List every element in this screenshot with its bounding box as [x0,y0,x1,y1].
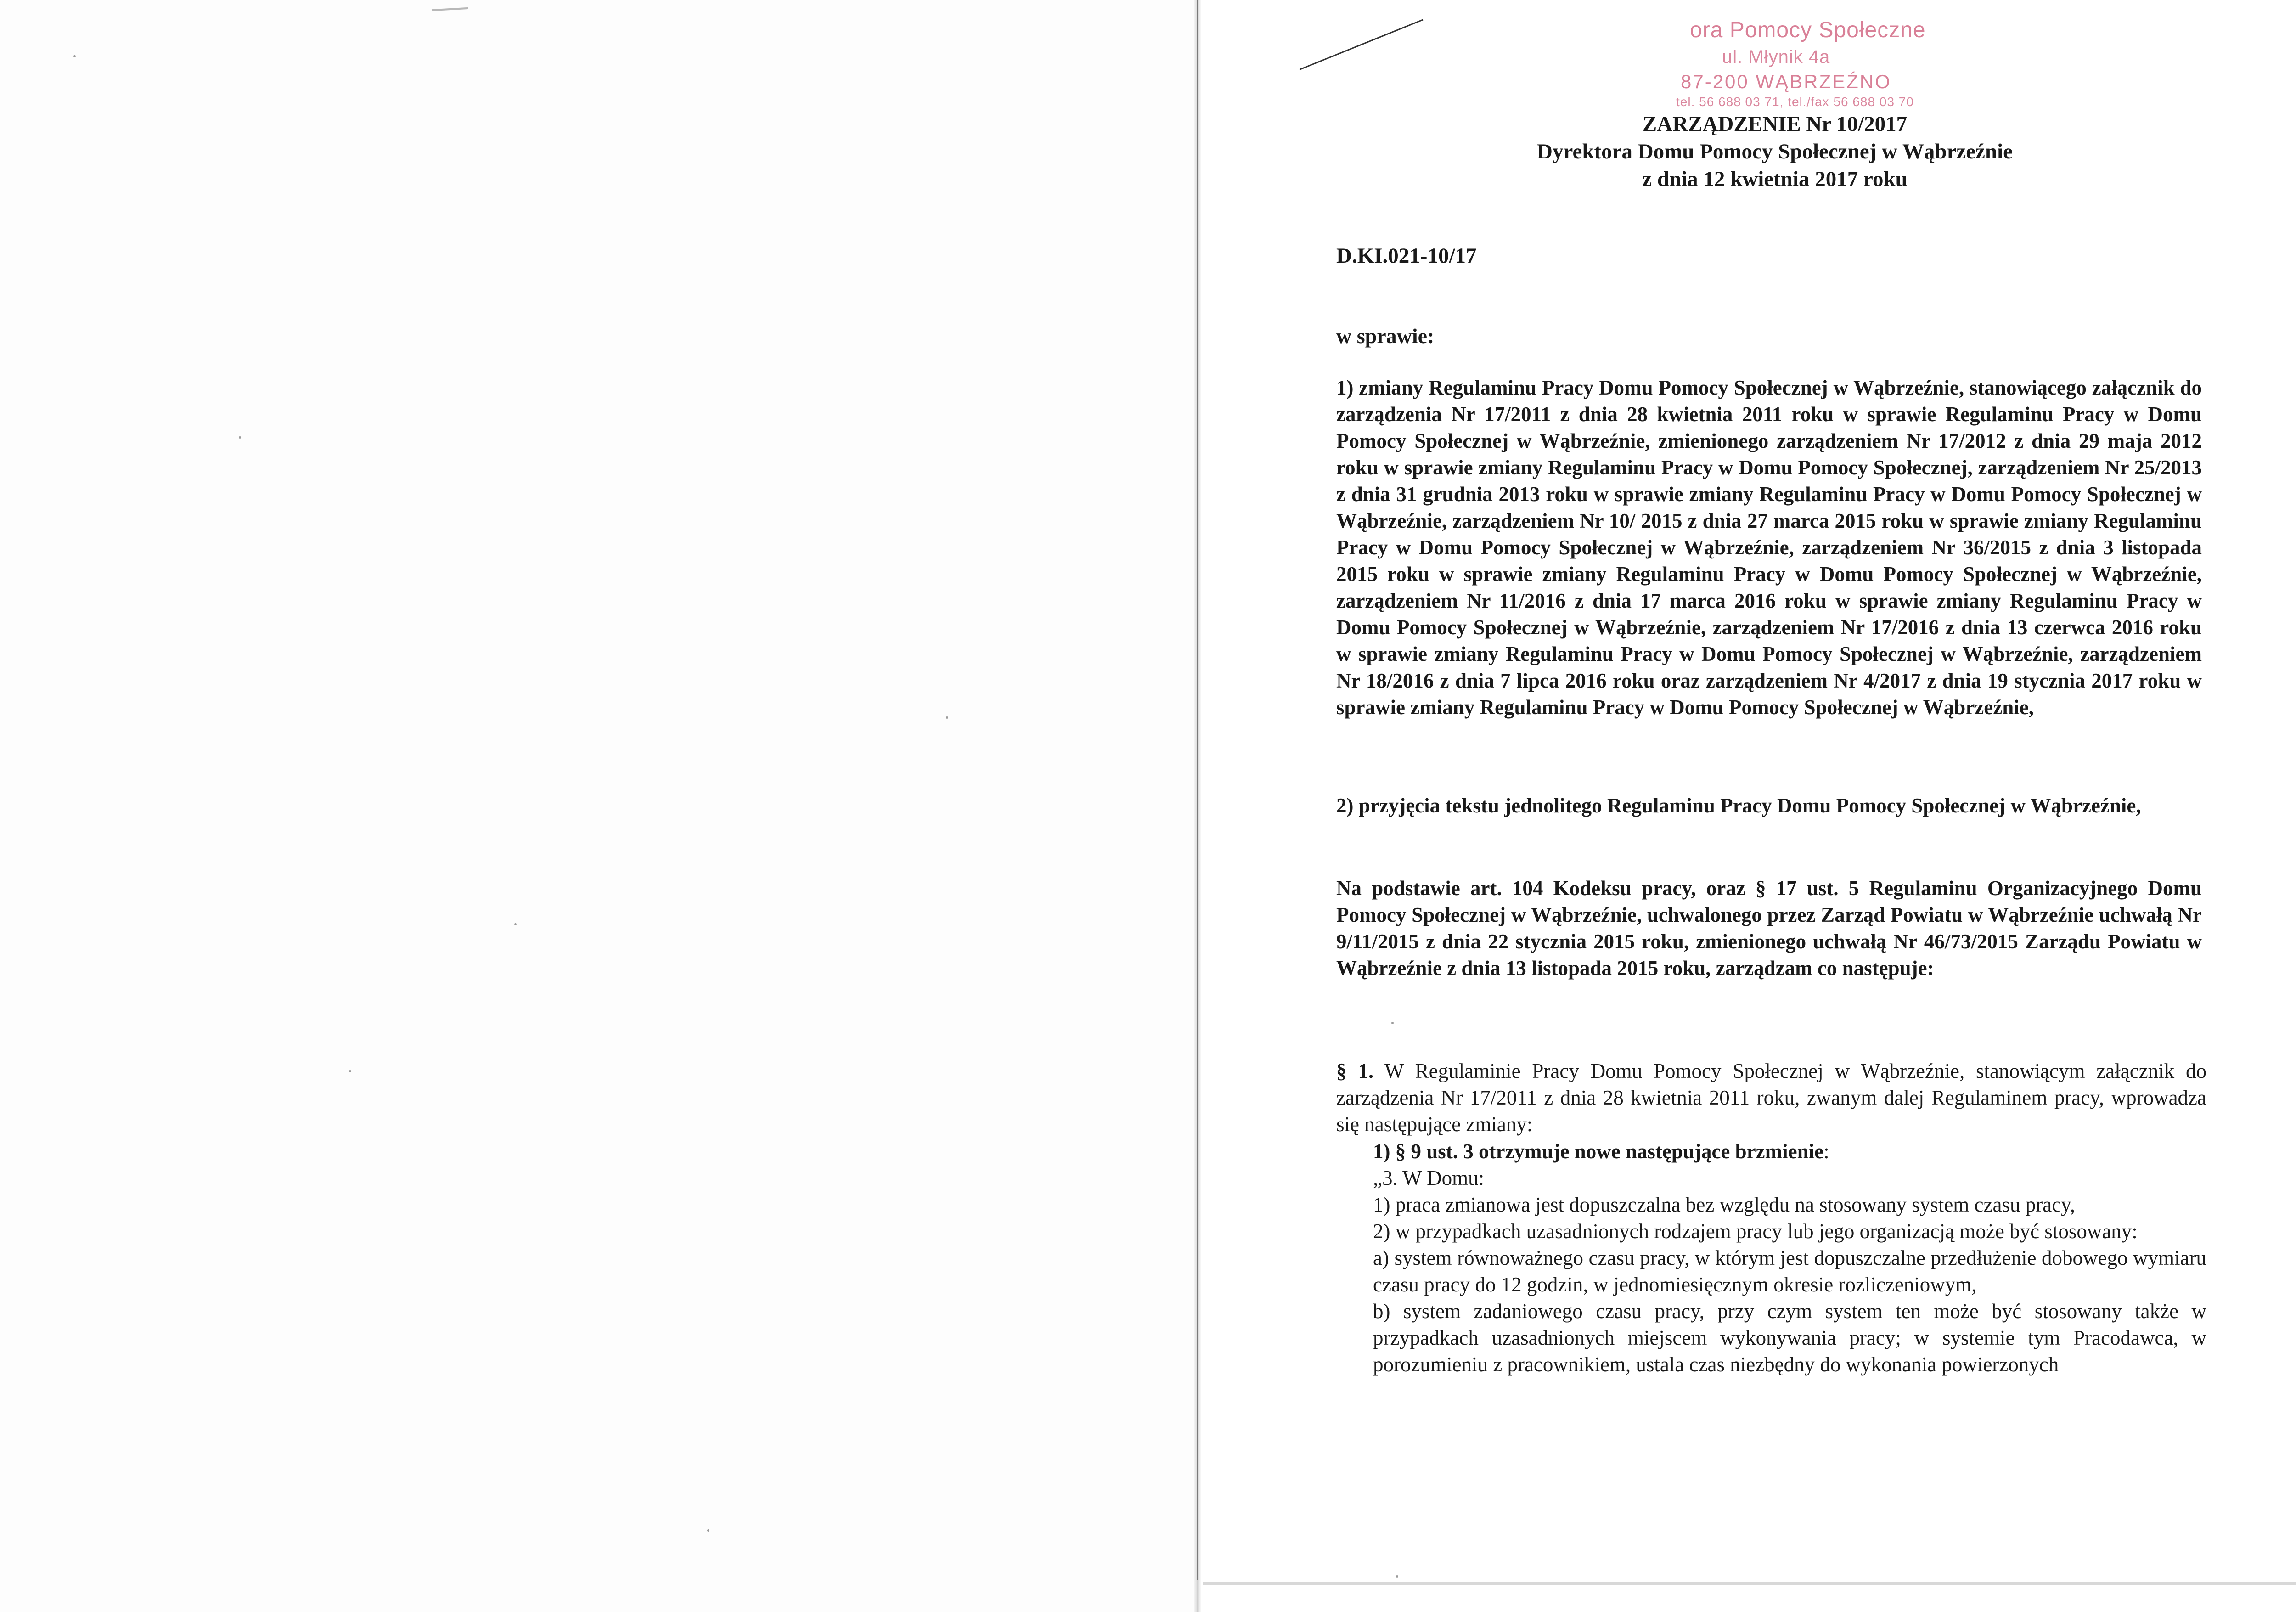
page-fold-line [1197,0,1198,1580]
scan-speck [349,1070,351,1072]
point-a: a) system równoważnego czasu pracy, w którym jest dopuszczalne przedłużenie dobowego wymiaru czasu pracy do 12 godzin, w jednomiesięcznym okresie rozliczeniowym, [1373,1246,2206,1296]
amendment-text [1373,1165,2206,1378]
amendment-item-1-colon: : [1823,1140,1829,1163]
page-bottom-shadow [1203,1582,2296,1585]
document-reference: D.KI.021-10/17 [1336,244,1477,268]
amendment-item-1-heading: 1) § 9 ust. 3 otrzymuje nowe następujące brzmienie [1373,1140,1824,1163]
subject-item-1: 1) zmiany Regulaminu Pracy Domu Pomocy Społecznej w Wąbrzeźnie, stanowiącego załącznik do zarządzenia Nr 17/2011 z dnia 28 kwietnia 2011 roku w sprawie Regulaminu Pracy w Domu Pomocy Społecznej w Wąbrzeźnie, zmienionego zarządzeniem Nr 17/2012 z dnia 29 maja 2012 roku w sprawie zmiany Regulaminu Pracy w Domu Pomocy Społecznej, zarządzeniem Nr 25/2013 z dnia 31 grudnia 2013 roku w sprawie zmiany Regulaminu Pracy w Domu Pomocy Społecznej w Wąbrzeźnie, zarządzeniem Nr 10/ 2015 z dnia 27 marca 2015 roku w sprawie zmiany Regulaminu Pracy w Domu Pomocy Społecznej w Wąbrzeźnie, zarządzeniem Nr 36/2015 z dnia 3 listopada 2015 roku w sprawie zmiany Regulaminu Pracy w Domu Pomocy Społecznej w Wąbrzeźnie, zarządzeniem Nr 11/2016 z dnia 17 marca 2016 roku w sprawie zmiany Regulaminu Pracy w Domu Pomocy Społecznej w Wąbrzeźnie, zarządzeniem Nr 17/2016 z dnia 13 czerwca 2016 roku w sprawie zmiany Regulaminu Pracy w Domu Pomocy Społecznej w Wąbrzeźnie, zarządzeniem Nr 18/2016 z dnia 7 lipca 2016 roku oraz zarządzeniem Nr 4/2017 z dnia 19 stycznia 2017 roku w sprawie zmiany Regulaminu Pracy w Domu Pomocy Społecznej w Wąbrzeźnie, [1336,376,2202,719]
scan-speck [1391,1022,1394,1024]
document-header [1336,110,2213,193]
section-1-text: W Regulaminie Pracy Domu Pomocy Społecznej w Wąbrzeźnie, stanowiącym załącznik do zarządzenia Nr 17/2011 z dnia 28 kwietnia 2011 roku, zwanym dalej Regulaminem pracy, wprowadza się następujące zmiany: [1336,1060,2207,1136]
scan-speck [1396,1575,1398,1578]
subject-item-2: 2) przyjęcia tekstu jednolitego Regulaminu Pracy Domu Pomocy Społecznej w Wąbrzeźnie, [1336,794,2141,817]
section-1-marker: § 1. [1336,1060,1374,1082]
quote-start: „3. W Domu: [1373,1167,1485,1189]
stamp-line-city: 87-200 WĄBRZEŹNO [1681,71,1891,92]
point-1: 1) praca zmianowa jest dopuszczalna bez względu na stosowany system czasu pracy, [1373,1193,2075,1216]
amendment-item-1 [1373,1138,2206,1165]
scan-speck [514,923,517,925]
subject-intro: w sprawie: [1336,324,1435,348]
stamp-line-street: ul. Młynik 4a [1722,47,1830,67]
point-2: 2) w przypadkach uzasadnionych rodzajem pracy lub jego organizacją może być stosowany: [1373,1220,2138,1243]
scan-speck [73,55,76,57]
document-issuer: Dyrektora Domu Pomocy Społecznej w Wąbrzeźnie [1537,140,2013,163]
stamp-line-name: ora Pomocy Społeczne [1690,18,1926,42]
scan-speck [946,716,948,719]
institution-stamp [1538,9,1926,115]
point-b: b) system zadaniowego czasu pracy, przy czym system ten może być stosowany także w przypadkach uzasadnionych miejscem wykonywania pracy; w systemie tym Pracodawca, w porozumieniu z pracownikiem, ustala czas niezbędny do wykonania powierzonych [1373,1300,2206,1376]
stamp-line-phone: tel. 56 688 03 71, tel./fax 56 688 03 70 [1676,95,1914,109]
scan-speck [707,1529,709,1532]
legal-basis: Na podstawie art. 104 Kodeksu pracy, oraz § 17 ust. 5 Regulaminu Organizacyjnego Domu Pomocy Społecznej w Wąbrzeźnie, uchwalonego przez Zarząd Powiatu w Wąbrzeźnie uchwałą Nr 9/11/2015 z dnia 22 stycznia 2015 roku, zmienionego uchwałą Nr 46/73/2015 Zarządu Powiatu w Wąbrzeźnie z dnia 13 listopada 2015 roku, zarządzam co następuje: [1336,877,2202,980]
scan-speck [239,436,241,439]
document-title: ZARZĄDZENIE Nr 10/2017 [1642,112,1908,136]
document-date: z dnia 12 kwietnia 2017 roku [1642,167,1908,191]
section-1-intro [1336,1058,2206,1138]
